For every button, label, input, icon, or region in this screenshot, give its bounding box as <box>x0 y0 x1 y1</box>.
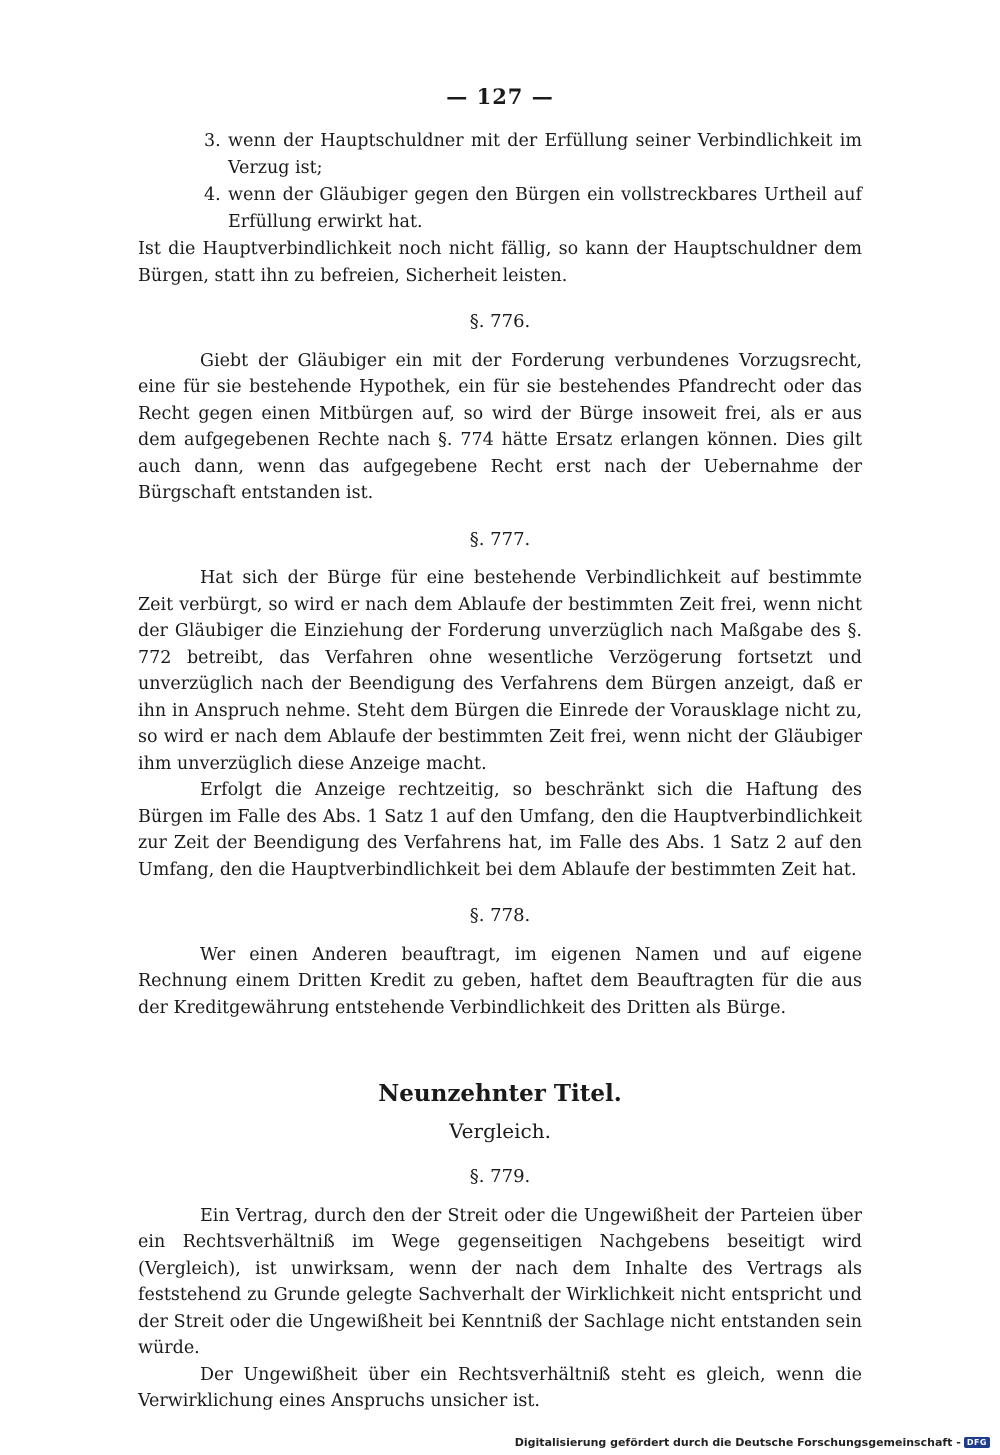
list-item <box>138 182 862 235</box>
footer-text: Digitalisierung gefördert durch die Deutsche Forschungsgemeinschaft - <box>514 1436 961 1449</box>
section-heading-776: §. 776. <box>469 311 531 332</box>
digitization-footer <box>515 1436 990 1449</box>
section-heading-779: §. 779. <box>469 1166 531 1187</box>
list-item-number: 3. <box>204 131 221 151</box>
paragraph-778: Wer einen Anderen beauftragt, im eigenen Namen und auf eigene Rechnung einem Dritten Kredit zu geben, haftet dem Beauftragten für die aus der Kreditgewährung entstehende Verbindlichkeit des Dritten als Bürge. <box>138 944 862 1018</box>
section-heading-777: §. 777. <box>469 528 531 550</box>
paragraph-779-2: Der Ungewißheit über ein Rechtsverhältniß steht es gleich, wenn die Verwirklichung eines Anspruchs unsicher ist. <box>138 1364 862 1411</box>
page-content <box>138 128 862 1415</box>
dfg-logo-icon: DFG <box>964 1437 990 1448</box>
paragraph-777-2: Erfolgt die Anzeige rechtzeitig, so beschränkt sich die Haftung des Bürgen im Falle des Abs. 1 Satz 1 auf den Umfang, den die Hauptverbindlichkeit zur Zeit der Beendigung des Verfahrens hat, im Falle des Abs. 1 Satz 2 auf den Umfang, den die Hauptverbindlichkeit bei dem Ablaufe der bestimmten Zeit hat. <box>138 780 862 880</box>
section-heading-778: §. 778. <box>469 905 531 926</box>
list-item-text: wenn der Hauptschuldner mit der Erfüllung seiner Verbindlichkeit im Verzug ist; <box>228 131 862 178</box>
paragraph-776: Giebt der Gläubiger ein mit der Forderung verbundenes Vorzugsrecht, eine für sie bestehende Hypothek, ein für sie bestehendes Pfandrecht oder das Recht gegen einen Mitbürgen auf, so wird der Bürge insoweit frei, als er aus dem aufgegebenen Rechte nach §. 774 hätte Ersatz erlangen können. Dies gilt auch dann, wenn das aufgegebene Recht erst nach der Uebernahme der Bürgschaft entstanden ist. <box>138 350 862 503</box>
chapter-title: Neunzehnter Titel. <box>378 1080 622 1107</box>
chapter-subtitle: Vergleich. <box>449 1118 551 1143</box>
list-item-text: wenn der Gläubiger gegen den Bürgen ein vollstreckbares Urtheil auf Erfüllung erwirkt hat. <box>228 185 862 232</box>
page-number: — 127 — <box>446 84 554 109</box>
list-item-number: 4. <box>204 185 221 205</box>
list-item <box>138 128 862 181</box>
paragraph-intro: Ist die Hauptverbindlichkeit noch nicht fällig, so kann der Hauptschuldner dem Bürgen, statt ihn zu befreien, Sicherheit leisten. <box>138 239 862 286</box>
paragraph-779-1: Ein Vertrag, durch den der Streit oder die Ungewißheit der Parteien über ein Rechtsverhältniß im Wege gegenseitigen Nachgebens beseitigt wird (Vergleich), ist unwirksam, wenn der nach dem Inhalte des Vertrags als feststehend zu Grunde gelegte Sachverhalt der Wirklichkeit nicht entspricht und der Streit oder die Ungewißheit bei Kenntniß der Sachlage nicht entstanden sein würde. <box>138 1205 862 1358</box>
paragraph-777-1: Hat sich der Bürge für eine bestehende Verbindlichkeit auf bestimmte Zeit verbürgt, so wird er nach dem Ablaufe der bestimmten Zeit frei, wenn nicht der Gläubiger die Einziehung der Forderung unverzüglich nach Maßgabe des §. 772 betreibt, das Verfahren ohne wesentliche Verzögerung fortsetzt und unverzüglich nach der Beendigung des Verfahrens dem Bürgen anzeigt, daß er ihn in Anspruch nehme. Steht dem Bürgen die Einrede der Vorausklage nicht zu, so wird er nach dem Ablaufe der bestimmten Zeit frei, wenn nicht der Gläubiger ihm unverzüglich diese Anzeige macht. <box>138 568 862 774</box>
